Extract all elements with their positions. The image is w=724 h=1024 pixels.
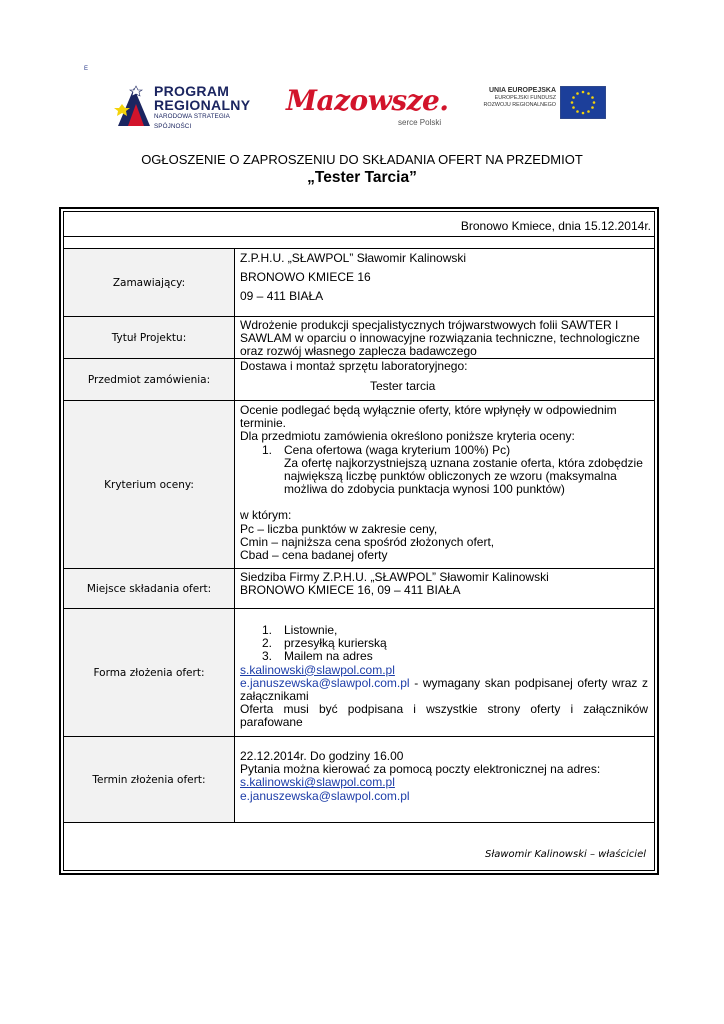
zamawiajacy-line3: 09 – 411 BIAŁA: [240, 289, 324, 304]
label-kryterium: Kryterium oceny:: [64, 401, 235, 569]
mazowsze-logo-word: Mazowsze.: [286, 84, 449, 117]
mazowsze-logo-subtitle: serce Polski: [398, 118, 442, 127]
date-line: Bronowo Kmiece, dnia 15.12.2014r.: [460, 219, 651, 233]
miejsce-line2: BRONOWO KMIECE 16, 09 – 411 BIAŁA: [240, 583, 461, 598]
program-regionalny-logo: [114, 80, 264, 132]
row-kryterium: [64, 400, 654, 569]
row-miejsce: [64, 568, 654, 609]
value-kryterium: [240, 404, 648, 562]
forma-email-note: - wymagany skan podpisanej oferty wraz z załącznikami: [240, 675, 648, 704]
zamawiajacy-line1: Z.P.H.U. „SŁAWPOL” Sławomir Kalinowski: [240, 251, 467, 265]
termin-questions: Pytania można kierować za pomocą poczty elektronicznej na adres:: [240, 762, 601, 777]
row-forma: [64, 608, 654, 737]
value-termin: [240, 750, 648, 803]
document-title: OGŁOSZENIE O ZAPROSZENIU DO SKŁADANIA OFERT NA PRZEDMIOT: [141, 152, 583, 167]
program-logo-line2: REGIONALNY: [154, 97, 251, 113]
mazowsze-logo: [286, 84, 456, 132]
kryterium-item-desc: Za ofertę najkorzystniejszą uznana zostanie oferta, która zdobędzie największą liczbę punktów obliczonych ze wzoru (maksymalna możliwa do zdobycia punktacja wynosi 100 punktów): [284, 455, 643, 497]
star-emblem-icon: [114, 82, 154, 130]
divider: [64, 822, 654, 823]
termin-email-kalinowski-link[interactable]: s.kalinowski@slawpol.com.pl: [240, 775, 395, 790]
kryterium-cbad: Cbad – cena badanej oferty: [240, 548, 388, 563]
forma-email-januszewska-link[interactable]: e.januszewska@slawpol.com.pl: [240, 675, 410, 690]
tiny-mark: E: [84, 66, 89, 72]
value-tytul: Wdrożenie produkcji specjalistycznych trójwarstwowych folii SAWTER I SAWLAM w oparciu o innowacyjne rozwiązania techniczne, technologiczne oraz rozwój własnego zaplecza badawczego: [240, 318, 640, 359]
przedmiot-line1: Dostawa i montaż sprzętu laboratoryjnego:: [240, 359, 468, 373]
forma-item-1-number: 1.: [262, 623, 273, 637]
eu-logo-line1: UNIA EUROPEJSKA: [488, 87, 556, 94]
value-miejsce: [240, 571, 648, 597]
forma-email-kalinowski-link[interactable]: s.kalinowski@slawpol.com.pl: [240, 662, 395, 677]
miejsce-line1: Siedziba Firmy Z.P.H.U. „SŁAWPOL” Sławomir Kalinowski: [240, 570, 549, 584]
forma-item-3-number: 3.: [262, 649, 273, 664]
forma-signing-note: Oferta musi być podpisana i wszystkie strony oferty i załączników parafowane: [240, 702, 648, 730]
forma-item-2-text: przesyłką kurierską: [284, 636, 387, 651]
signature: Sławomir Kalinowski – właściciel: [485, 849, 646, 860]
label-miejsce: Miejsce składania ofert:: [64, 569, 235, 609]
program-logo-line3: NARODOWA STRATEGIA SPÓJNOŚCI: [154, 113, 230, 130]
termin-email-januszewska-link[interactable]: e.januszewska@slawpol.com.pl: [240, 788, 410, 803]
value-forma: [240, 624, 648, 730]
row-przedmiot: [64, 358, 654, 401]
forma-item-3-text: Mailem na adres: [284, 649, 373, 664]
kryterium-w-ktorym: w którym:: [240, 508, 292, 523]
przedmiot-line2: Tester tarcia: [370, 379, 436, 394]
label-tytul: Tytuł Projektu:: [64, 317, 235, 359]
offer-table: [59, 207, 659, 875]
value-przedmiot: [240, 360, 648, 393]
kryterium-item-number: 1.: [262, 442, 273, 457]
forma-item-3: [240, 650, 648, 663]
divider: [64, 236, 654, 237]
termin-deadline: 22.12.2014r. Do godziny 16.00: [240, 749, 404, 763]
kryterium-cmin: Cmin – najniższa cena spośród złożonych ofert,: [240, 534, 495, 549]
row-tytul: [64, 316, 654, 359]
kryterium-item: [240, 444, 648, 497]
row-termin: [64, 736, 654, 823]
program-logo-line1: PROGRAM: [154, 83, 230, 99]
label-przedmiot: Przedmiot zamówienia:: [64, 359, 235, 401]
label-zamawiajacy: Zamawiający:: [64, 249, 235, 317]
forma-item-2-number: 2.: [262, 636, 273, 651]
eu-logo-line2: EUROPEJSKI FUNDUSZ: [494, 95, 556, 101]
label-forma: Forma złożenia ofert:: [64, 609, 235, 737]
logo-banner: [88, 70, 636, 138]
zamawiajacy-line2: BRONOWO KMIECE 16: [240, 270, 371, 285]
row-zamawiajacy: [64, 248, 654, 317]
kryterium-item-title: Cena ofertowa (waga kryterium 100%) Pc): [284, 442, 511, 457]
date-row: [64, 212, 654, 236]
kryterium-pc: Pc – liczba punktów w zakresie ceny,: [240, 521, 438, 536]
kryterium-intro2: Dla przedmiotu zamówienia określono poniższe kryteria oceny:: [240, 429, 575, 444]
value-zamawiajacy: [240, 252, 648, 304]
label-termin: Termin złożenia ofert:: [64, 737, 235, 823]
eu-logo: [472, 82, 622, 126]
document-subject: „Tester Tarcia”: [307, 169, 417, 186]
forma-item-1-text: Listownie,: [284, 623, 338, 637]
eu-flag-icon: [560, 86, 606, 119]
kryterium-intro: Ocenie podlegać będą wyłącznie oferty, które wpłynęły w odpowiednim terminie.: [240, 403, 617, 431]
eu-logo-line3: ROZWOJU REGIONALNEGO: [483, 102, 556, 108]
